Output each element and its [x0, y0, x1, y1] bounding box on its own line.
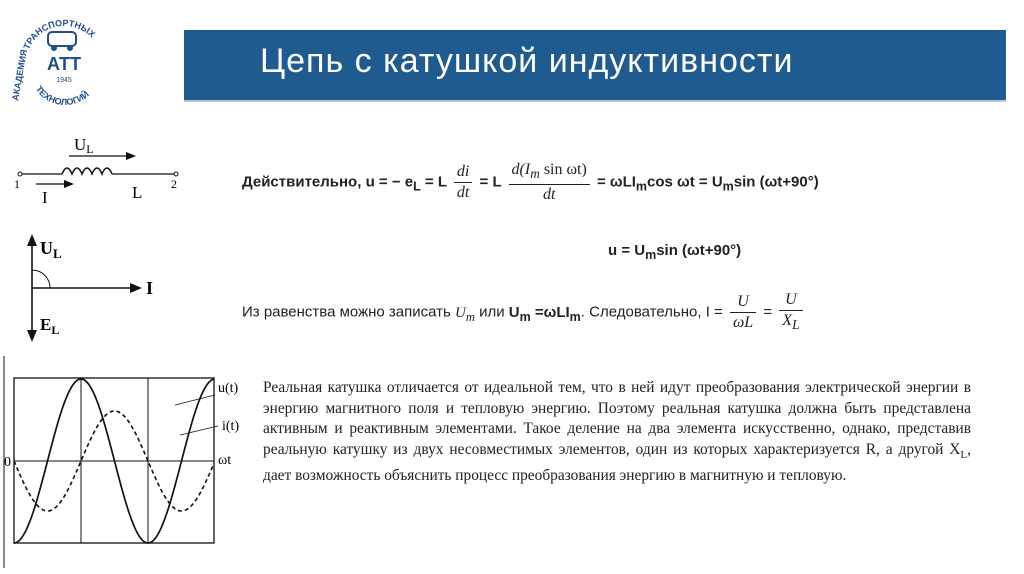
phasor-e-label: $E_L$ — [40, 315, 60, 337]
phasor-i-label: I — [146, 278, 154, 298]
fraction-u-omega-l: $\frac{U}{\omega L}$ — [730, 292, 756, 333]
inductor-coil-icon — [62, 168, 112, 174]
logo-center-text: АТТ — [46, 54, 82, 74]
phasor-u-label: $U_L$ — [40, 238, 62, 261]
formula-line-2: $u = U_m\sin$ (ωt+90°) — [608, 242, 742, 262]
circuit-inductor-label: L — [132, 183, 143, 202]
fraction-d-im-sin: $\frac{d(I_m \sin \omega t)}{dt}$ — [509, 160, 590, 205]
fraction-di-dt: $\frac{di}{dt}$ — [454, 162, 472, 203]
plot-i-label: i(t) — [222, 419, 240, 434]
formula-line-1: Действительно, u = − $e_L = L$ $\frac{di}{dt}$ = L $\frac{d(I_m \sin \omega t)}{dt}$ = ωLI$_m$cos $\omega t = U_m\sin$ (ωt+90°) — [242, 161, 819, 204]
phase-angle-arc — [32, 270, 50, 288]
truck-icon — [48, 32, 76, 46]
phasor-diagram — [14, 228, 194, 350]
inductor-circuit-diagram — [14, 128, 194, 208]
title-bar — [184, 30, 1006, 102]
logo-year: 1945 — [56, 77, 72, 84]
fraction-u-xl: $\frac{U}{X_L}$ — [779, 290, 802, 335]
logo-left-text: АКАДЕМИЯ — [10, 48, 29, 102]
plot-zero-label: 0 — [4, 455, 11, 470]
node-2-label: 2 — [171, 177, 177, 191]
plot-omega-t-label: ωt — [218, 453, 232, 468]
svg-text:ТЕХНОЛОГИЙ — [34, 84, 91, 107]
circuit-current-label: I — [42, 188, 48, 207]
circuit-voltage-label: UL — [74, 135, 94, 156]
plot-u-label: u(t) — [218, 381, 239, 396]
waveform-plot — [0, 350, 262, 574]
logo-bottom-text: ТЕХНОЛОГИЙ — [33, 84, 91, 108]
formula-line-3: Из равенства можно записать $U_m$ или $U_m =\omega LI_m$. Следовательно, I = $\frac{U}{\omega L}$ = $\frac{U}{X_L}$ — [242, 290, 806, 335]
body-paragraph: Реальная катушка отличается от идеальной тем, что в ней идут преобразования электрической энергии в энергию магнитного поля и тепловую энергию. Поэтому реальная катушка должна быть представлена активным и реактивным элементами. Такое деление на два элемента искусственно, однако, представив реальную катушку из двух несовместимых элементов, один из которых характеризуется R, а другой $X_L$, дает возможность объяснить процесс преобразования энергию в магнитную и тепловую. — [263, 379, 971, 484]
logo-top-text: ТРАНСПОРТНЫХ — [21, 17, 98, 51]
formula-1-lead: Действительно, — [242, 173, 366, 191]
node-1-label: 1 — [14, 177, 20, 191]
page-title: Цепь с катушкой индуктивности — [260, 42, 794, 80]
academy-logo — [8, 6, 118, 116]
